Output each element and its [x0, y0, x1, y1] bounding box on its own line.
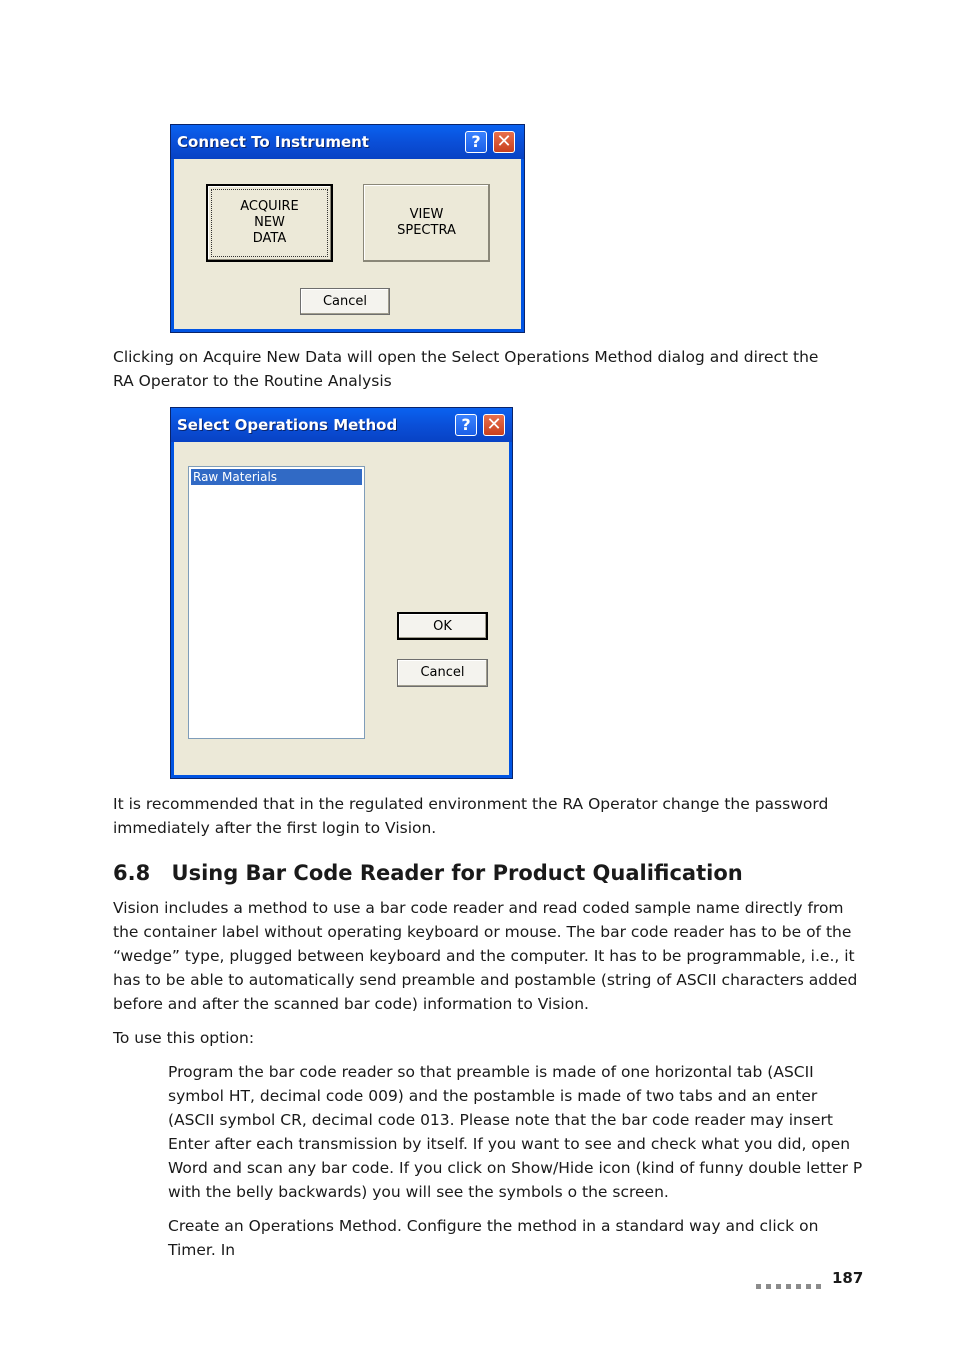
intro-paragraph: Vision includes a method to use a bar code reader and read coded sample name directly from the container label without operating keyboard or mouse. The bar code reader has to be of the “wedge” type, plugged between keyboard and the computer. It has to be programmable, i.e., it has to be able to automatically send preamble and postamble (string of ASCII characters added before and after the scanned bar code) information to Vision. — [113, 899, 858, 1013]
dialog-titlebar — [171, 125, 524, 159]
dialog-title: Connect To Instrument — [177, 133, 369, 151]
acquire-new-data-label: ACQUIRE NEW DATA — [240, 199, 299, 246]
step-create-method: Create an Operations Method. Configure the method in a standard way and click on Timer. In — [168, 1217, 819, 1259]
usage-intro: To use this option: — [113, 1029, 255, 1047]
acquire-description: Clicking on Acquire New Data will open the Select Operations Method dialog and direct the RA Operator to the Routine Analysis — [113, 348, 819, 390]
help-icon[interactable]: ? — [465, 131, 487, 153]
connect-to-instrument-dialog — [170, 124, 525, 333]
list-item[interactable]: Raw Materials — [191, 469, 362, 485]
view-spectra-button[interactable] — [363, 184, 490, 262]
section-number: 6.8 — [113, 861, 151, 885]
close-icon[interactable]: ✕ — [493, 131, 515, 153]
ok-button[interactable]: OK — [397, 612, 488, 640]
footer-dots — [756, 1274, 826, 1293]
view-spectra-label: VIEW SPECTRA — [397, 207, 456, 238]
methods-listbox[interactable] — [188, 466, 365, 739]
section-heading — [113, 861, 873, 885]
select-operations-method-dialog — [170, 407, 513, 779]
recommendation-paragraph: It is recommended that in the regulated environment the RA Operator change the password immediately after the first login to Vision. — [113, 795, 829, 837]
page-number: 187 — [832, 1269, 864, 1287]
cancel-button[interactable]: Cancel — [300, 288, 390, 315]
acquire-new-data-button[interactable] — [206, 184, 333, 262]
close-icon[interactable]: ✕ — [483, 414, 505, 436]
step-program-reader: Program the bar code reader so that preamble is made of one horizontal tab (ASCII symbol HT, decimal code 009) and the postamble is made of two tabs and an enter (ASCII symbol CR, decimal code 013. Please note that the bar code reader may insert Enter after each transmission by itself. If you want to see and check what you did, open Word and scan any bar code. If you click on Show/Hide icon (kind of funny double letter P with the belly backwards) you will see the symbols o the screen. — [168, 1063, 863, 1201]
help-icon[interactable]: ? — [455, 414, 477, 436]
dialog-titlebar — [171, 408, 512, 442]
cancel-button[interactable]: Cancel — [397, 659, 488, 687]
dialog-title: Select Operations Method — [177, 416, 398, 434]
section-title: Using Bar Code Reader for Product Qualification — [171, 861, 743, 885]
